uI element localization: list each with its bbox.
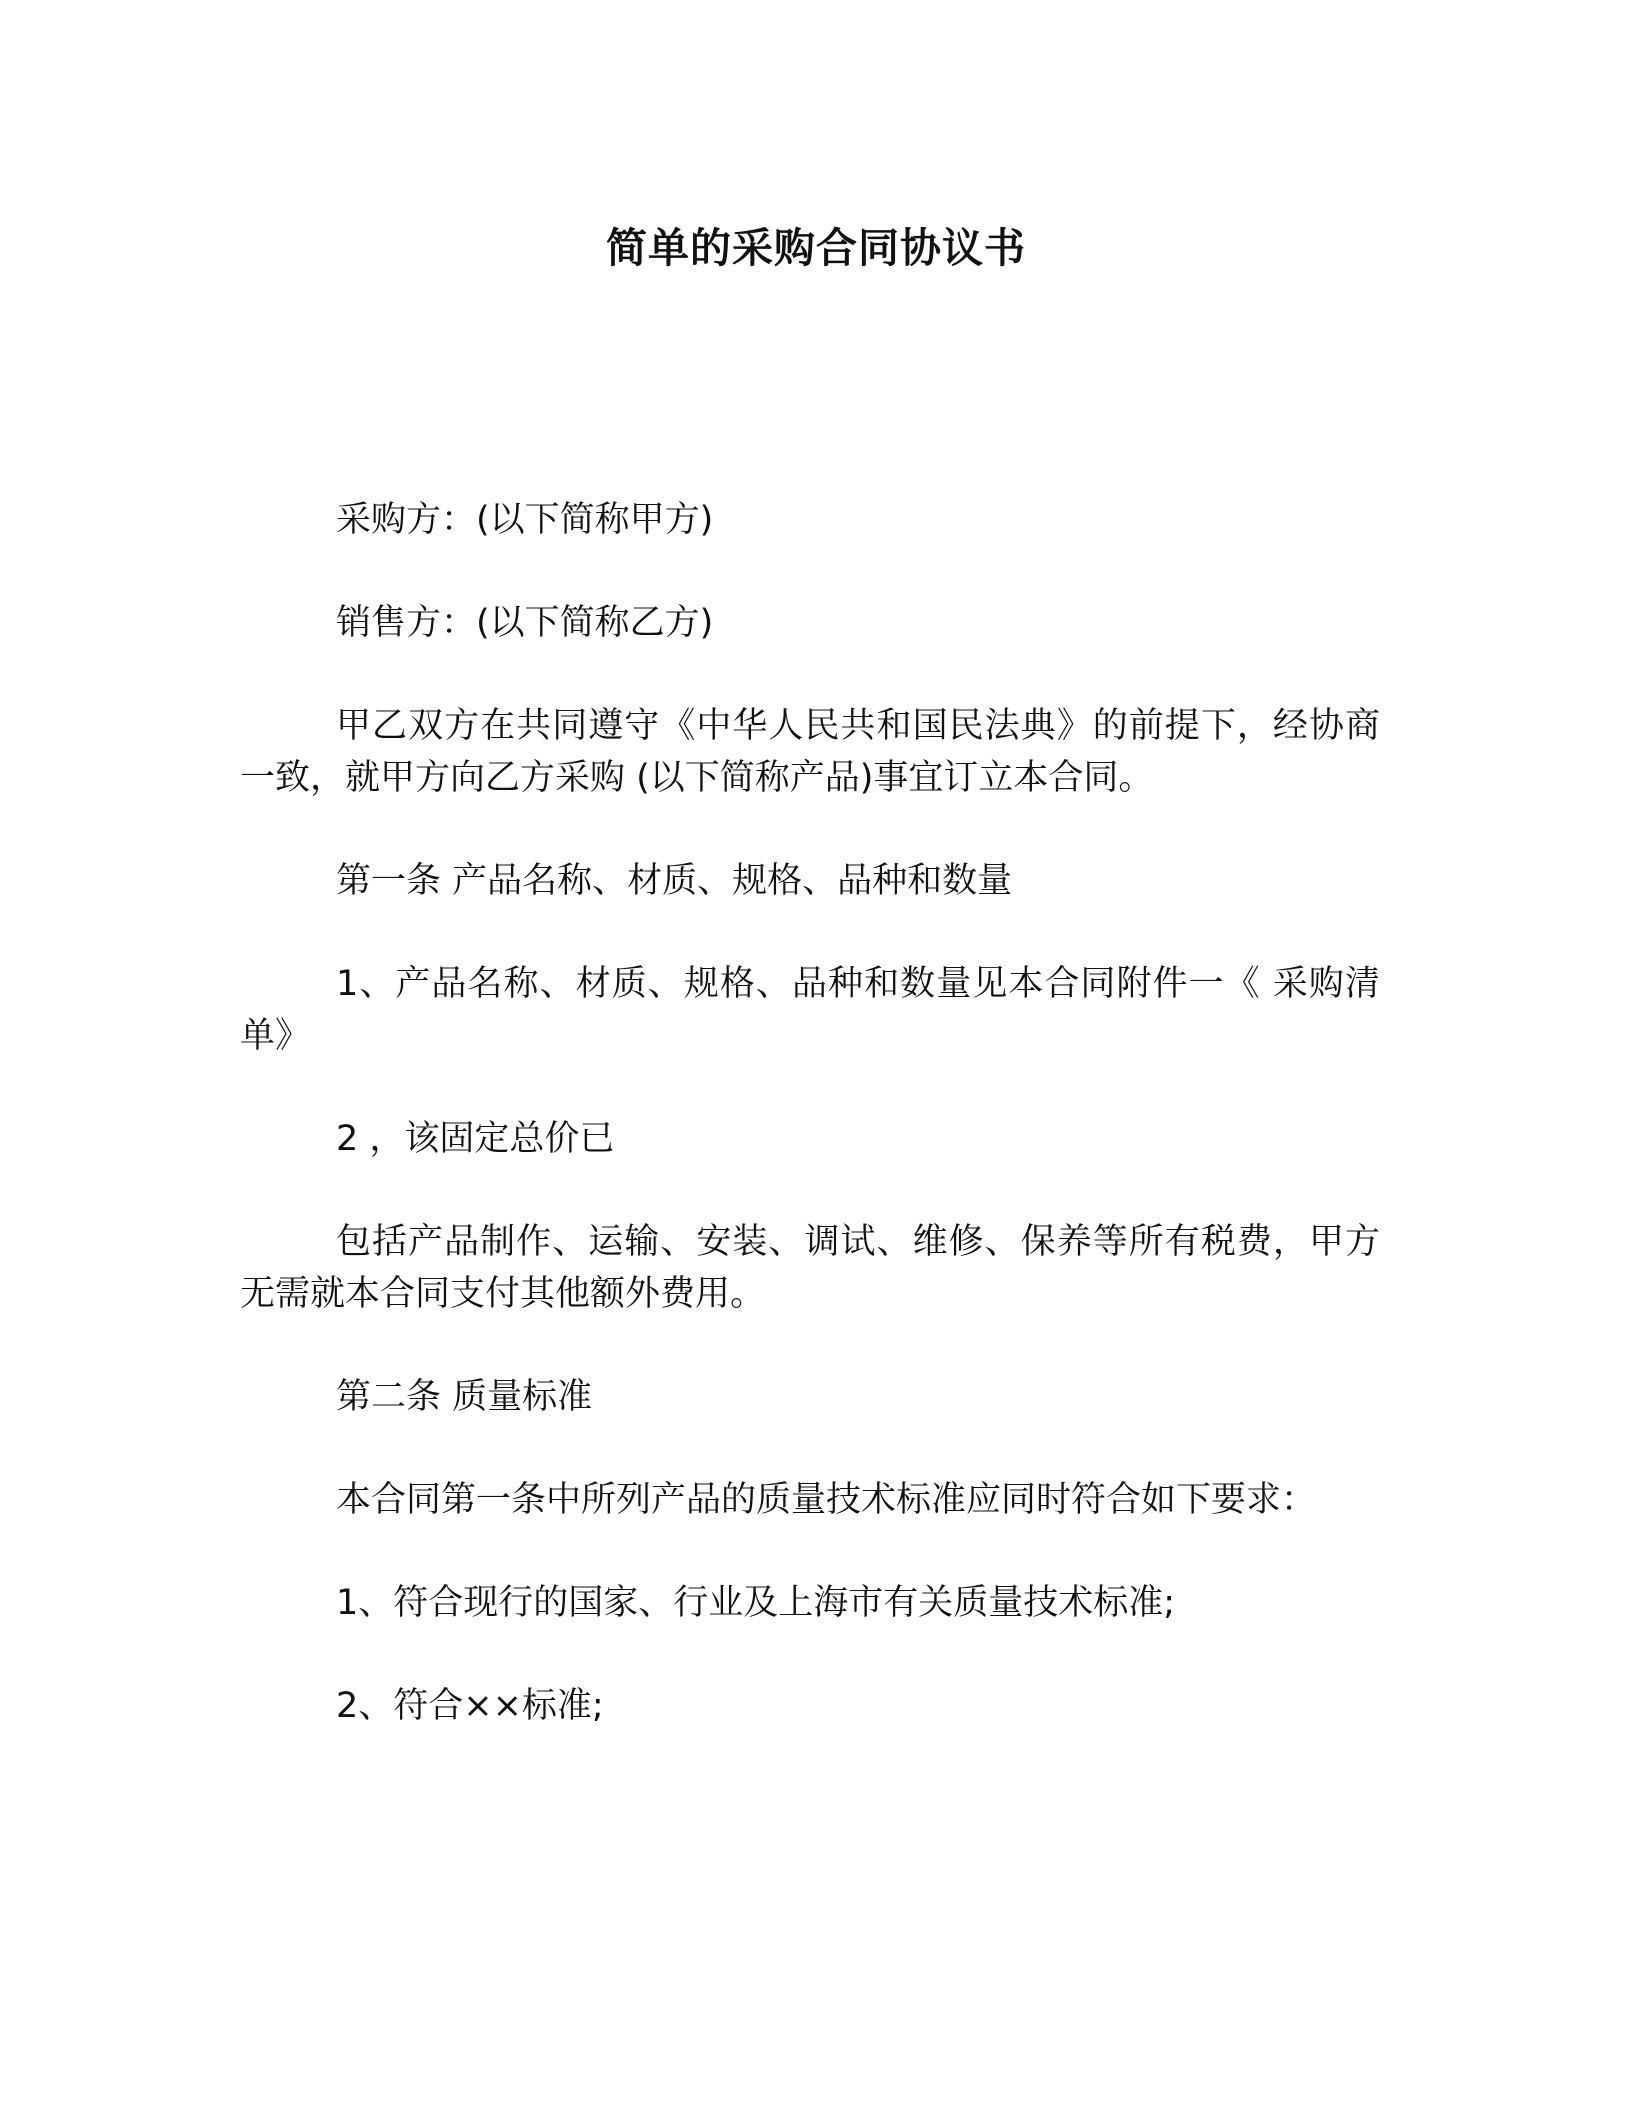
quality-item-1: 1、符合现行的国家、行业及上海市有关质量技术标准; xyxy=(336,1583,1176,1623)
price-includes-paragraph: 包括产品制作、运输、安装、调试、维修、保养等所有税费，甲方无需就本合同支付其他额外费用。 xyxy=(240,1222,1380,1314)
quality-requirements-paragraph: 本合同第一条中所列产品的质量技术标准应同时符合如下要求： xyxy=(336,1480,1317,1520)
preamble-paragraph: 甲乙双方在共同遵守《中华人民共和国民法典》的前提下，经协商一致，就甲方向乙方采购 (以下简称产品)事宜订立本合同。 xyxy=(240,706,1380,798)
seller-line: 销售方：(以下简称乙方) xyxy=(336,603,714,643)
article-one-item-1: 1、产品名称、材质、规格、品种和数量见本合同附件一《 采购清单》 xyxy=(240,964,1380,1056)
article-one-heading: 第一条 产品名称、材质、规格、品种和数量 xyxy=(336,861,1013,901)
document-title: 简单的采购合同协议书 xyxy=(606,224,1026,272)
purchaser-line: 采购方：(以下简称甲方) xyxy=(336,500,714,540)
document-body xyxy=(240,494,1380,1783)
quality-item-2: 2、符合××标准; xyxy=(336,1686,604,1726)
article-two-heading: 第二条 质量标准 xyxy=(336,1377,593,1417)
article-one-item-2: 2 ，该固定总价已 xyxy=(336,1119,615,1159)
